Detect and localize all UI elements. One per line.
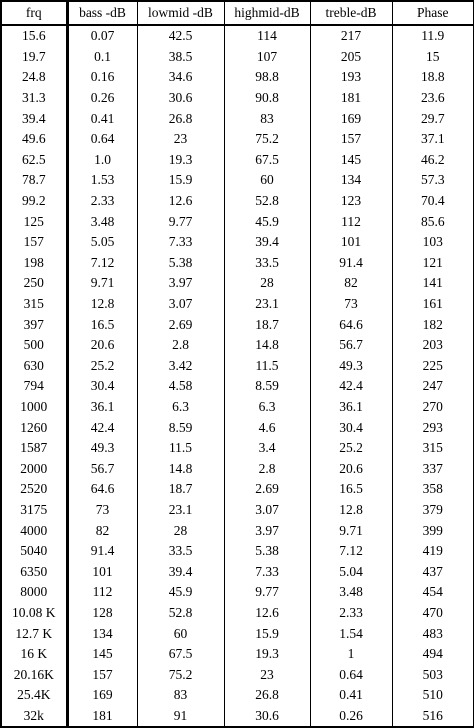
table-row: [1, 211, 474, 232]
cell-bass: 1.53: [67, 170, 137, 191]
cell-bass: 91.4: [67, 541, 137, 562]
table-row: [1, 664, 474, 685]
cell-frq: 32k: [1, 706, 67, 728]
cell-frq: 397: [1, 314, 67, 335]
table-row: [1, 603, 474, 624]
cell-highmid: 39.4: [224, 232, 310, 253]
cell-bass: 20.6: [67, 335, 137, 356]
cell-frq: 794: [1, 376, 67, 397]
cell-bass: 0.26: [67, 88, 137, 109]
cell-lowmid: 91: [137, 706, 224, 728]
cell-treble: 134: [310, 170, 392, 191]
cell-treble: 30.4: [310, 417, 392, 438]
cell-lowmid: 3.07: [137, 294, 224, 315]
table-row: [1, 479, 474, 500]
table-row: [1, 273, 474, 294]
cell-frq: 3175: [1, 500, 67, 521]
table-row: [1, 417, 474, 438]
cell-phase: 15: [392, 47, 474, 68]
table-row: [1, 376, 474, 397]
cell-frq: 20.16K: [1, 664, 67, 685]
cell-highmid: 2.8: [224, 458, 310, 479]
cell-lowmid: 42.5: [137, 25, 224, 47]
cell-bass: 0.1: [67, 47, 137, 68]
table-row: [1, 520, 474, 541]
cell-phase: 399: [392, 520, 474, 541]
cell-treble: 169: [310, 108, 392, 129]
cell-phase: 37.1: [392, 129, 474, 150]
cell-highmid: 3.97: [224, 520, 310, 541]
cell-treble: 181: [310, 88, 392, 109]
cell-highmid: 14.8: [224, 335, 310, 356]
cell-treble: 7.12: [310, 541, 392, 562]
cell-phase: 503: [392, 664, 474, 685]
table-row: [1, 88, 474, 109]
cell-highmid: 8.59: [224, 376, 310, 397]
table-row: [1, 47, 474, 68]
cell-phase: 247: [392, 376, 474, 397]
cell-highmid: 18.7: [224, 314, 310, 335]
column-header-lowmid: lowmid -dB: [137, 1, 224, 25]
cell-lowmid: 39.4: [137, 561, 224, 582]
cell-frq: 78.7: [1, 170, 67, 191]
cell-bass: 181: [67, 706, 137, 728]
cell-frq: 19.7: [1, 47, 67, 68]
table-row: [1, 108, 474, 129]
cell-highmid: 11.5: [224, 356, 310, 377]
cell-highmid: 23.1: [224, 294, 310, 315]
cell-lowmid: 30.6: [137, 88, 224, 109]
cell-frq: 157: [1, 232, 67, 253]
table-row: [1, 356, 474, 377]
table-row: [1, 541, 474, 562]
cell-frq: 16 K: [1, 644, 67, 665]
cell-bass: 145: [67, 644, 137, 665]
cell-frq: 49.6: [1, 129, 67, 150]
column-header-bass: bass -dB: [67, 1, 137, 25]
cell-frq: 62.5: [1, 150, 67, 171]
cell-highmid: 26.8: [224, 685, 310, 706]
cell-treble: 91.4: [310, 253, 392, 274]
cell-frq: 15.6: [1, 25, 67, 47]
cell-treble: 0.64: [310, 664, 392, 685]
cell-bass: 112: [67, 582, 137, 603]
cell-treble: 20.6: [310, 458, 392, 479]
table-row: [1, 397, 474, 418]
cell-lowmid: 4.58: [137, 376, 224, 397]
cell-frq: 99.2: [1, 191, 67, 212]
cell-highmid: 19.3: [224, 644, 310, 665]
cell-treble: 25.2: [310, 438, 392, 459]
cell-bass: 2.33: [67, 191, 137, 212]
table-body: [1, 25, 474, 727]
table-row: [1, 335, 474, 356]
cell-highmid: 67.5: [224, 150, 310, 171]
cell-bass: 0.07: [67, 25, 137, 47]
cell-lowmid: 18.7: [137, 479, 224, 500]
cell-phase: 510: [392, 685, 474, 706]
cell-bass: 9.71: [67, 273, 137, 294]
cell-highmid: 3.07: [224, 500, 310, 521]
cell-phase: 103: [392, 232, 474, 253]
cell-frq: 500: [1, 335, 67, 356]
cell-lowmid: 3.42: [137, 356, 224, 377]
cell-phase: 23.6: [392, 88, 474, 109]
table-row: [1, 561, 474, 582]
cell-treble: 205: [310, 47, 392, 68]
cell-lowmid: 52.8: [137, 603, 224, 624]
cell-phase: 516: [392, 706, 474, 728]
table-row: [1, 500, 474, 521]
cell-bass: 1.0: [67, 150, 137, 171]
cell-treble: 1.54: [310, 623, 392, 644]
cell-highmid: 114: [224, 25, 310, 47]
table-row: [1, 685, 474, 706]
cell-bass: 64.6: [67, 479, 137, 500]
cell-highmid: 2.69: [224, 479, 310, 500]
cell-frq: 630: [1, 356, 67, 377]
cell-frq: 4000: [1, 520, 67, 541]
cell-lowmid: 26.8: [137, 108, 224, 129]
cell-bass: 101: [67, 561, 137, 582]
cell-phase: 18.8: [392, 67, 474, 88]
cell-bass: 25.2: [67, 356, 137, 377]
cell-highmid: 60: [224, 170, 310, 191]
cell-highmid: 30.6: [224, 706, 310, 728]
cell-frq: 25.4K: [1, 685, 67, 706]
cell-bass: 73: [67, 500, 137, 521]
cell-bass: 3.48: [67, 211, 137, 232]
cell-highmid: 15.9: [224, 623, 310, 644]
table-row: [1, 232, 474, 253]
cell-frq: 12.7 K: [1, 623, 67, 644]
table-row: [1, 25, 474, 47]
cell-phase: 270: [392, 397, 474, 418]
cell-frq: 39.4: [1, 108, 67, 129]
cell-bass: 36.1: [67, 397, 137, 418]
cell-lowmid: 75.2: [137, 664, 224, 685]
cell-frq: 1000: [1, 397, 67, 418]
column-header-treble: treble-dB: [310, 1, 392, 25]
column-header-frq: frq: [1, 1, 67, 25]
cell-frq: 31.3: [1, 88, 67, 109]
cell-highmid: 7.33: [224, 561, 310, 582]
cell-highmid: 90.8: [224, 88, 310, 109]
cell-phase: 70.4: [392, 191, 474, 212]
cell-phase: 182: [392, 314, 474, 335]
cell-frq: 5040: [1, 541, 67, 562]
cell-phase: 141: [392, 273, 474, 294]
cell-lowmid: 23: [137, 129, 224, 150]
cell-highmid: 5.38: [224, 541, 310, 562]
cell-frq: 8000: [1, 582, 67, 603]
cell-frq: 10.08 K: [1, 603, 67, 624]
cell-frq: 315: [1, 294, 67, 315]
column-header-phase: Phase: [392, 1, 474, 25]
cell-bass: 0.41: [67, 108, 137, 129]
cell-lowmid: 45.9: [137, 582, 224, 603]
table-row: [1, 67, 474, 88]
cell-treble: 1: [310, 644, 392, 665]
table-row: [1, 150, 474, 171]
cell-phase: 419: [392, 541, 474, 562]
cell-lowmid: 33.5: [137, 541, 224, 562]
cell-bass: 42.4: [67, 417, 137, 438]
cell-phase: 161: [392, 294, 474, 315]
cell-frq: 24.8: [1, 67, 67, 88]
table-row: [1, 438, 474, 459]
cell-phase: 337: [392, 458, 474, 479]
table-row: [1, 294, 474, 315]
cell-treble: 36.1: [310, 397, 392, 418]
cell-bass: 0.64: [67, 129, 137, 150]
cell-phase: 85.6: [392, 211, 474, 232]
cell-frq: 2520: [1, 479, 67, 500]
cell-phase: 57.3: [392, 170, 474, 191]
cell-treble: 12.8: [310, 500, 392, 521]
cell-highmid: 52.8: [224, 191, 310, 212]
cell-phase: 454: [392, 582, 474, 603]
cell-highmid: 28: [224, 273, 310, 294]
cell-treble: 56.7: [310, 335, 392, 356]
cell-phase: 293: [392, 417, 474, 438]
table-row: [1, 314, 474, 335]
cell-treble: 3.48: [310, 582, 392, 603]
cell-frq: 198: [1, 253, 67, 274]
cell-treble: 193: [310, 67, 392, 88]
cell-treble: 0.41: [310, 685, 392, 706]
cell-lowmid: 19.3: [137, 150, 224, 171]
cell-frq: 125: [1, 211, 67, 232]
cell-lowmid: 34.6: [137, 67, 224, 88]
cell-highmid: 4.6: [224, 417, 310, 438]
cell-bass: 7.12: [67, 253, 137, 274]
cell-phase: 121: [392, 253, 474, 274]
cell-bass: 157: [67, 664, 137, 685]
cell-highmid: 3.4: [224, 438, 310, 459]
cell-bass: 169: [67, 685, 137, 706]
cell-lowmid: 15.9: [137, 170, 224, 191]
cell-phase: 11.9: [392, 25, 474, 47]
cell-highmid: 9.77: [224, 582, 310, 603]
cell-bass: 56.7: [67, 458, 137, 479]
cell-treble: 101: [310, 232, 392, 253]
table-row: [1, 129, 474, 150]
cell-treble: 5.04: [310, 561, 392, 582]
cell-bass: 5.05: [67, 232, 137, 253]
cell-highmid: 33.5: [224, 253, 310, 274]
cell-highmid: 23: [224, 664, 310, 685]
cell-phase: 315: [392, 438, 474, 459]
cell-phase: 358: [392, 479, 474, 500]
cell-lowmid: 23.1: [137, 500, 224, 521]
cell-bass: 82: [67, 520, 137, 541]
cell-lowmid: 67.5: [137, 644, 224, 665]
cell-treble: 112: [310, 211, 392, 232]
cell-lowmid: 8.59: [137, 417, 224, 438]
cell-phase: 437: [392, 561, 474, 582]
cell-lowmid: 5.38: [137, 253, 224, 274]
cell-highmid: 6.3: [224, 397, 310, 418]
cell-lowmid: 14.8: [137, 458, 224, 479]
cell-bass: 16.5: [67, 314, 137, 335]
cell-treble: 73: [310, 294, 392, 315]
cell-bass: 0.16: [67, 67, 137, 88]
cell-lowmid: 11.5: [137, 438, 224, 459]
cell-treble: 49.3: [310, 356, 392, 377]
cell-phase: 470: [392, 603, 474, 624]
cell-lowmid: 2.69: [137, 314, 224, 335]
cell-bass: 134: [67, 623, 137, 644]
cell-treble: 0.26: [310, 706, 392, 728]
cell-phase: 203: [392, 335, 474, 356]
cell-highmid: 45.9: [224, 211, 310, 232]
cell-phase: 379: [392, 500, 474, 521]
cell-treble: 217: [310, 25, 392, 47]
cell-phase: 29.7: [392, 108, 474, 129]
table-row: [1, 253, 474, 274]
cell-highmid: 98.8: [224, 67, 310, 88]
cell-lowmid: 6.3: [137, 397, 224, 418]
cell-lowmid: 7.33: [137, 232, 224, 253]
cell-treble: 157: [310, 129, 392, 150]
column-header-highmid: highmid-dB: [224, 1, 310, 25]
cell-treble: 64.6: [310, 314, 392, 335]
cell-bass: 12.8: [67, 294, 137, 315]
table-row: [1, 191, 474, 212]
cell-treble: 42.4: [310, 376, 392, 397]
cell-bass: 30.4: [67, 376, 137, 397]
cell-frq: 1587: [1, 438, 67, 459]
cell-lowmid: 60: [137, 623, 224, 644]
cell-lowmid: 38.5: [137, 47, 224, 68]
cell-bass: 128: [67, 603, 137, 624]
cell-lowmid: 2.8: [137, 335, 224, 356]
cell-treble: 145: [310, 150, 392, 171]
table-row: [1, 458, 474, 479]
cell-highmid: 83: [224, 108, 310, 129]
cell-highmid: 12.6: [224, 603, 310, 624]
cell-lowmid: 9.77: [137, 211, 224, 232]
cell-frq: 2000: [1, 458, 67, 479]
cell-treble: 16.5: [310, 479, 392, 500]
cell-phase: 494: [392, 644, 474, 665]
table-header-row: [1, 1, 474, 25]
cell-treble: 123: [310, 191, 392, 212]
table-row: [1, 644, 474, 665]
cell-frq: 6350: [1, 561, 67, 582]
cell-treble: 82: [310, 273, 392, 294]
cell-treble: 9.71: [310, 520, 392, 541]
cell-highmid: 75.2: [224, 129, 310, 150]
table-row: [1, 706, 474, 728]
table-row: [1, 623, 474, 644]
cell-lowmid: 83: [137, 685, 224, 706]
cell-phase: 483: [392, 623, 474, 644]
table-row: [1, 582, 474, 603]
table-row: [1, 170, 474, 191]
cell-frq: 250: [1, 273, 67, 294]
cell-phase: 46.2: [392, 150, 474, 171]
cell-phase: 225: [392, 356, 474, 377]
cell-lowmid: 12.6: [137, 191, 224, 212]
cell-frq: 1260: [1, 417, 67, 438]
cell-highmid: 107: [224, 47, 310, 68]
cell-lowmid: 28: [137, 520, 224, 541]
cell-bass: 49.3: [67, 438, 137, 459]
cell-treble: 2.33: [310, 603, 392, 624]
cell-lowmid: 3.97: [137, 273, 224, 294]
